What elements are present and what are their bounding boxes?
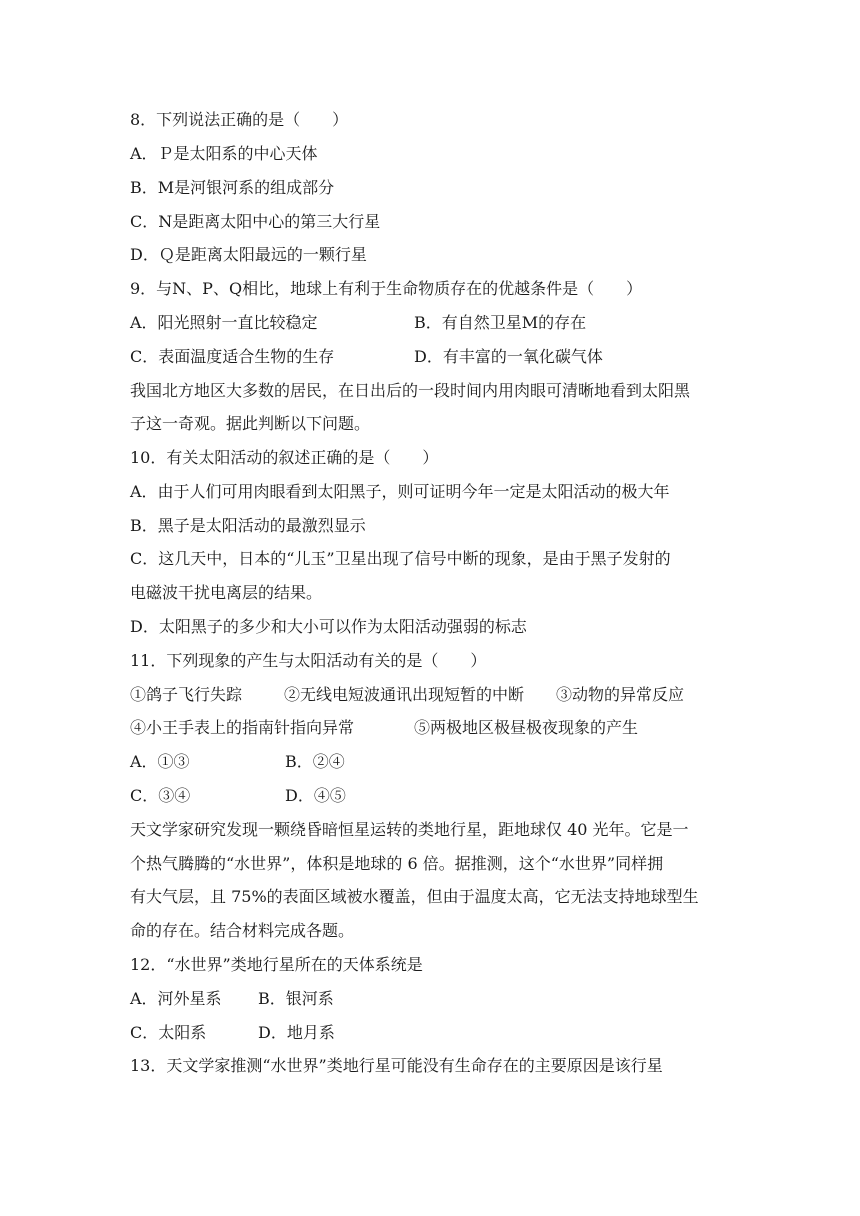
q9-option-a: A．阳光照射一直比较稳定 bbox=[130, 313, 318, 332]
q11-item-4: ④小王手表上的指南针指向异常 bbox=[130, 718, 355, 737]
q11-option-d: D．④⑤ bbox=[285, 786, 346, 805]
material-2-line-3: 有大气层，且 75%的表面区域被水覆盖，但由于温度太高，它无法支持地球型生 bbox=[130, 887, 699, 906]
material-1-line-2: 子这一奇观。据此判断以下问题。 bbox=[130, 414, 371, 433]
q11-item-5: ⑤两极地区极昼极夜现象的产生 bbox=[414, 718, 639, 737]
q8-option-d: D．Ｑ是距离太阳最远的一颗行星 bbox=[130, 245, 367, 264]
material-2-line-2: 个热气腾腾的“水世界”，体积是地球的 6 倍。据推测，这个“水世界”同样拥 bbox=[130, 854, 664, 873]
q8-option-a: A．Ｐ是太阳系的中心天体 bbox=[130, 144, 318, 163]
q11-item-3: ③动物的异常反应 bbox=[556, 685, 685, 704]
q11-option-b: B．②④ bbox=[285, 752, 345, 771]
q11-item-2: ②无线电短波通讯出现短暂的中断 bbox=[284, 685, 525, 704]
q9-option-b: B．有自然卫星M的存在 bbox=[414, 313, 587, 332]
q9-options-row-2 bbox=[130, 345, 730, 369]
q10-option-b: B．黑子是太阳活动的最激烈显示 bbox=[130, 516, 366, 535]
q11-option-c: C．③④ bbox=[130, 786, 191, 805]
q10-option-d: D．太阳黑子的多少和大小可以作为太阳活动强弱的标志 bbox=[130, 617, 527, 636]
q12-option-b: B．银河系 bbox=[258, 989, 334, 1008]
q10-option-c: C．这几天中，日本的“儿玉”卫星出现了信号中断的现象，是由于黑子发射的 bbox=[130, 549, 671, 568]
q9-option-d: D．有丰富的一氧化碳气体 bbox=[414, 347, 603, 366]
q11-item-1: ①鸽子飞行失踪 bbox=[130, 685, 243, 704]
q12-option-c: C．太阳系 bbox=[130, 1023, 207, 1042]
q11-options-row-2 bbox=[130, 784, 730, 808]
q12-options-row-1 bbox=[130, 987, 730, 1011]
q8-option-c: C．N是距离太阳中心的第三大行星 bbox=[130, 212, 381, 231]
q11-option-a: A．①③ bbox=[130, 752, 190, 771]
q10-option-a: A．由于人们可用肉眼看到太阳黑子，则可证明今年一定是太阳活动的极大年 bbox=[130, 482, 670, 501]
q11-options-row-1 bbox=[130, 750, 730, 774]
q11-items-row-1 bbox=[130, 683, 730, 707]
q12-options-row-2 bbox=[130, 1021, 730, 1045]
q10-stem: 10．有关太阳活动的叙述正确的是（ ） bbox=[130, 448, 439, 467]
material-2-line-1: 天文学家研究发现一颗绕昏暗恒星运转的类地行星，距地球仅 40 光年。它是一 bbox=[130, 820, 689, 839]
q11-items-row-2 bbox=[130, 716, 730, 740]
q9-option-c: C．表面温度适合生物的生存 bbox=[130, 347, 335, 366]
q8-option-b: B．M是河银河系的组成部分 bbox=[130, 178, 335, 197]
q10-option-c-continued: 电磁波干扰电离层的结果。 bbox=[130, 583, 323, 602]
q12-stem: 12．“水世界”类地行星所在的天体系统是 bbox=[130, 955, 423, 974]
material-1-line-1: 我国北方地区大多数的居民，在日出后的一段时间内用肉眼可清晰地看到太阳黑 bbox=[130, 381, 691, 400]
material-2-line-4: 命的存在。结合材料完成各题。 bbox=[130, 921, 355, 940]
q9-stem: 9．与N、P、Q相比，地球上有利于生命物质存在的优越条件是（ ） bbox=[130, 279, 643, 298]
q12-option-d: D．地月系 bbox=[258, 1023, 335, 1042]
q9-options-row-1 bbox=[130, 311, 730, 335]
q13-stem: 13．天文学家推测“水世界”类地行星可能没有生命存在的主要原因是该行星 bbox=[130, 1056, 663, 1075]
q11-stem: 11．下列现象的产生与太阳活动有关的是（ ） bbox=[130, 651, 487, 670]
q12-option-a: A．河外星系 bbox=[130, 989, 222, 1008]
q8-stem: 8．下列说法正确的是（ ） bbox=[130, 110, 349, 129]
